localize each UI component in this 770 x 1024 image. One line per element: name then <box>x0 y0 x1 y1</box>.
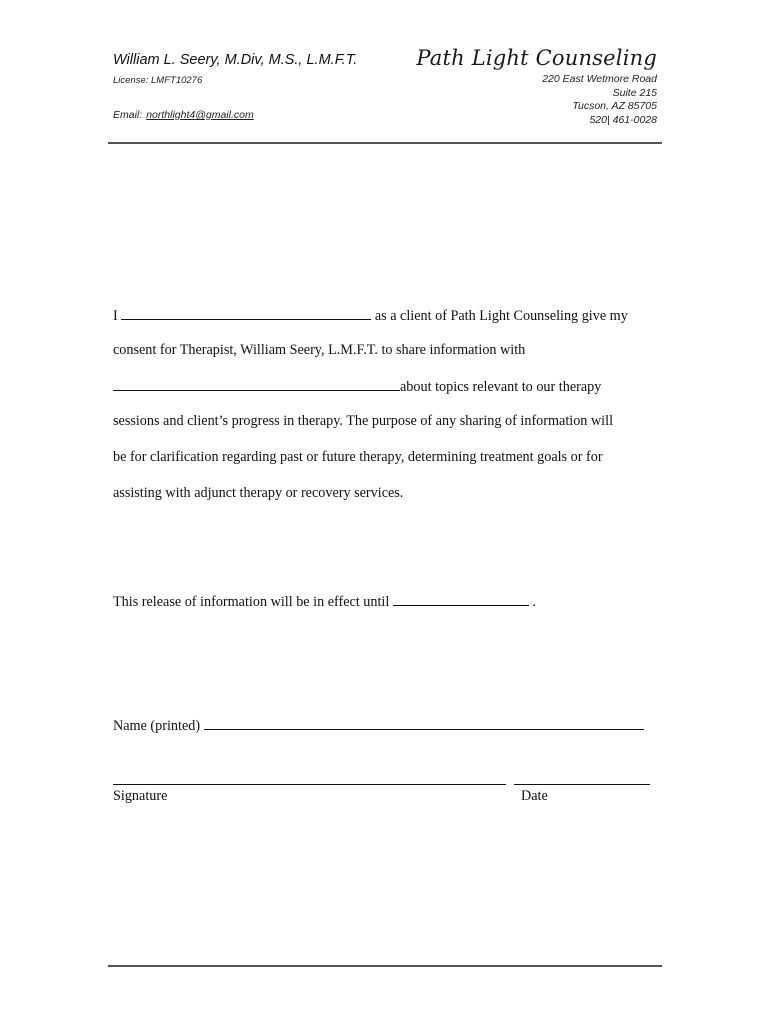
date-label: Date <box>521 788 548 804</box>
printed-name-line <box>113 716 644 735</box>
signature-label: Signature <box>113 788 168 804</box>
consent-line-2: consent for Therapist, William Seery, L.M.F.T. to share information with <box>113 342 526 358</box>
license-number: License: LMFT10276 <box>113 75 203 86</box>
consent-line-6: assisting with adjunct therapy or recovery services. <box>113 485 404 501</box>
address-street: 220 East Wetmore Road <box>542 73 657 85</box>
practice-address <box>416 73 657 127</box>
release-end-date-blank[interactable] <box>393 592 529 606</box>
client-name-blank[interactable] <box>121 306 371 320</box>
practice-phone: 520| 461-0028 <box>589 113 657 126</box>
email-label: Email: <box>113 109 143 121</box>
printed-name-label: Name (printed) <box>113 718 201 734</box>
printed-name-blank[interactable] <box>204 716 644 730</box>
practitioner-name: William L. Seery, M.Div, M.S., L.M.F.T. <box>113 52 358 68</box>
address-city: Tucson, AZ 85705 <box>572 100 657 112</box>
release-period: . <box>532 594 536 610</box>
first-person-pronoun: I <box>113 308 118 324</box>
recipient-blank[interactable] <box>113 377 400 391</box>
consent-line-1 <box>113 306 628 325</box>
address-suite: Suite 215 <box>612 86 657 99</box>
consent-line-5: be for clarification regarding past or future therapy, determining treatment goals or for <box>113 449 603 465</box>
signature-blank[interactable] <box>113 771 506 785</box>
release-text: This release of information will be in effect until <box>113 594 390 610</box>
consent-text-3: about topics relevant to our therapy <box>400 379 602 395</box>
consent-line-3 <box>113 377 601 396</box>
footer-divider <box>108 965 662 967</box>
practice-logo-text: Path Light Counseling <box>416 46 657 70</box>
date-blank[interactable] <box>514 771 650 785</box>
email-row <box>113 109 357 121</box>
practitioner-info <box>113 52 357 121</box>
practice-info <box>416 46 657 127</box>
release-duration-line <box>113 592 536 611</box>
signature-date-lines <box>113 771 650 790</box>
header-divider <box>108 142 662 144</box>
email-link[interactable]: northlight4@gmail.com <box>146 109 254 121</box>
consent-text-1: as a client of Path Light Counseling give my <box>374 308 628 324</box>
consent-line-4: sessions and client’s progress in therapy. The purpose of any sharing of information will <box>113 413 614 429</box>
